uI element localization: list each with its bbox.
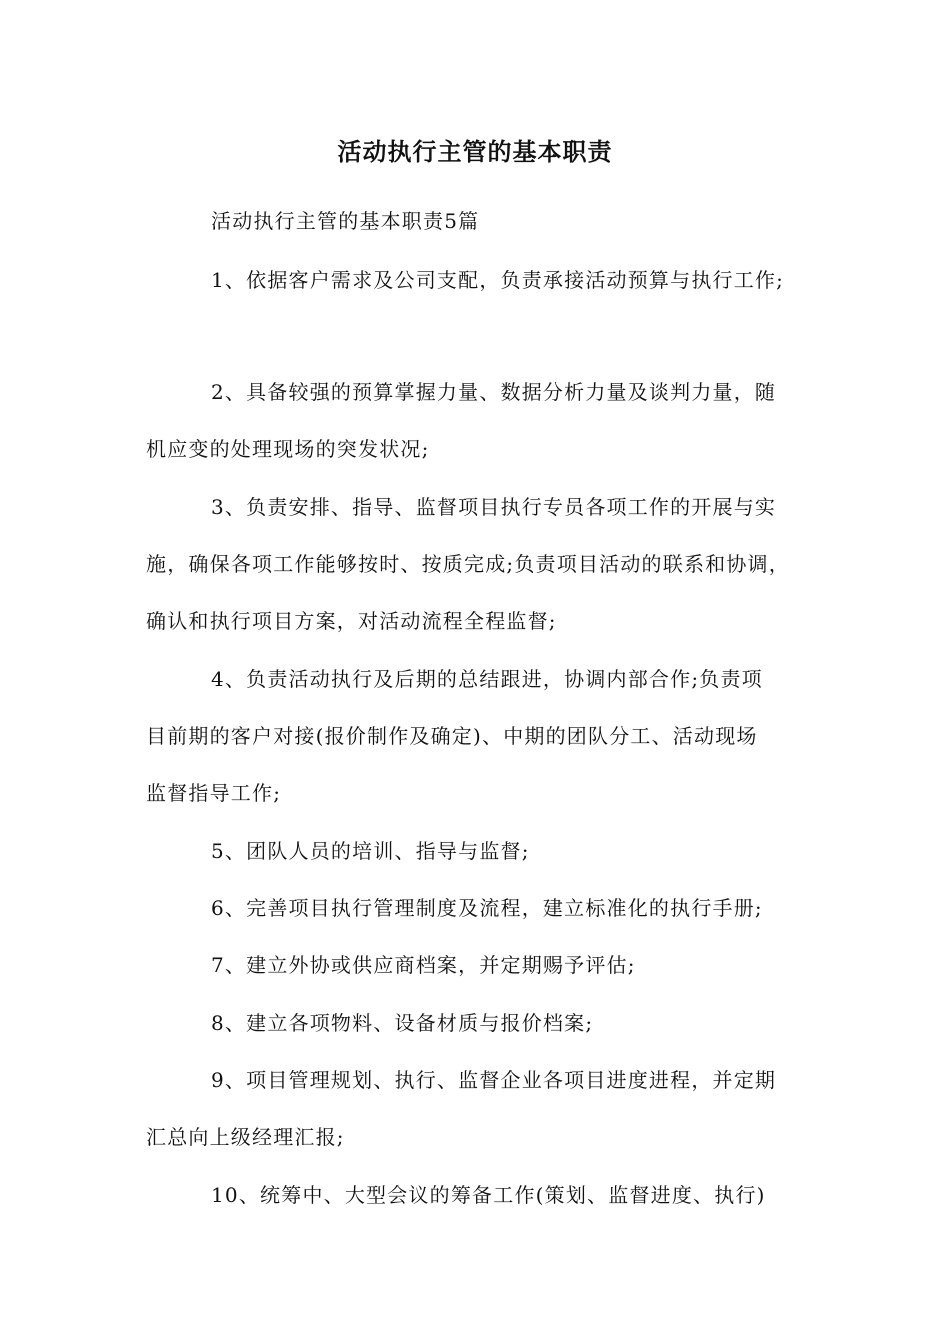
- paragraph-line: 4、负责活动执行及后期的总结跟进，协调内部合作;负责项: [211, 667, 763, 691]
- document-subtitle: 活动执行主管的基本职责5篇: [211, 209, 480, 233]
- paragraph-line: 目前期的客户对接(报价制作及确定)、中期的团队分工、活动现场: [146, 724, 758, 748]
- paragraph-line: 机应变的处理现场的突发状况;: [146, 437, 430, 461]
- paragraph-line: 5、团队人员的培训、指导与监督;: [211, 839, 530, 863]
- paragraph-line: 9、项目管理规划、执行、监督企业各项目进度进程，并定期: [211, 1068, 777, 1092]
- paragraph-line: 3、负责安排、指导、监督项目执行专员各项工作的开展与实: [211, 495, 777, 519]
- document-title: 活动执行主管的基本职责: [337, 137, 613, 166]
- paragraph-line: 确认和执行项目方案，对活动流程全程监督;: [146, 609, 557, 633]
- paragraph-line: 监督指导工作;: [146, 781, 282, 805]
- paragraph-line: 7、建立外协或供应商档案，并定期赐予评估;: [211, 953, 636, 977]
- paragraph-line: 1、依据客户需求及公司支配，负责承接活动预算与执行工作;: [211, 268, 785, 292]
- paragraph-line: 汇总向上级经理汇报;: [146, 1125, 345, 1149]
- paragraph-line: 8、建立各项物料、设备材质与报价档案;: [211, 1011, 594, 1035]
- paragraph-line: 施，确保各项工作能够按时、按质完成;负责项目活动的联系和协调，: [146, 552, 790, 576]
- paragraph-line: 6、完善项目执行管理制度及流程，建立标准化的执行手册;: [211, 896, 763, 920]
- paragraph-line: 10、统筹中、大型会议的筹备工作(策划、监督进度、执行): [211, 1183, 766, 1207]
- paragraph-line: 2、具备较强的预算掌握力量、数据分析力量及谈判力量，随: [211, 380, 777, 404]
